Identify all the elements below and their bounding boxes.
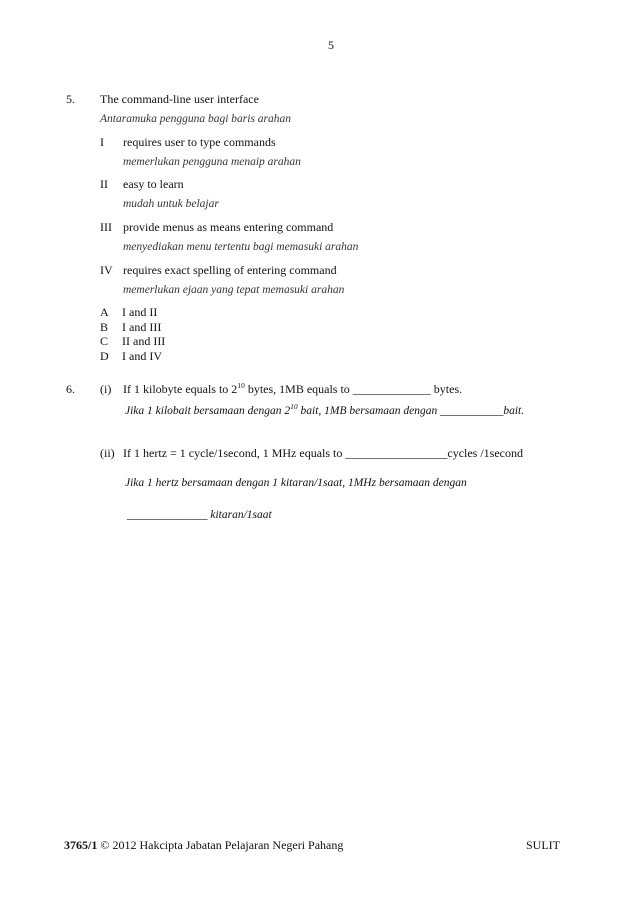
part-ii-question-malay: Jika 1 hertz bersamaan dengan 1 kitaran/1saat, 1MHz bersamaan dengan	[125, 477, 467, 489]
statement-text-malay: memerlukan ejaan yang tepat memasuki arahan	[123, 284, 345, 296]
page-number: 5	[328, 38, 334, 52]
part-ii-question: If 1 hertz = 1 cycle/1second, 1 MHz equals to _________________cycles /1second	[123, 446, 524, 460]
question-5-stem: The command-line user interface	[100, 92, 259, 106]
part-i-text-b: bytes, 1MB equals to _____________ bytes.	[244, 382, 463, 396]
copyright-text: © 2012 Hakcipta Jabatan Pelajaran Negeri Pahang	[97, 838, 344, 852]
option-text: II and III	[122, 334, 166, 348]
option-letter: A	[100, 305, 109, 319]
part-i-malay-a: Jika 1 kilobait bersamaan dengan 2	[125, 405, 291, 417]
statement-roman: IV	[100, 263, 113, 277]
statement-text: requires exact spelling of entering command	[123, 263, 337, 277]
part-i-question	[123, 382, 462, 397]
part-ii-answer-line-malay: ______________ kitaran/1saat	[127, 509, 272, 521]
part-i-malay-exponent: 10	[290, 402, 298, 412]
statement-roman: III	[100, 220, 112, 234]
option-text: I and II	[122, 305, 158, 319]
part-i-malay-b: bait, 1MB bersamaan dengan ___________bait.	[297, 405, 525, 417]
statement-text: requires user to type commands	[123, 135, 276, 149]
paper-code: 3765/1	[64, 838, 98, 852]
option-text: I and III	[122, 320, 162, 334]
part-ii-label: (ii)	[100, 446, 115, 460]
option-letter: D	[100, 349, 109, 363]
statement-roman: I	[100, 135, 104, 149]
part-i-question-malay	[125, 402, 525, 417]
statement-text-malay: mudah untuk belajar	[123, 198, 219, 210]
statement-text-malay: menyediakan menu tertentu bagi memasuki arahan	[123, 241, 359, 253]
statement-text-malay: memerlukan pengguna menaip arahan	[123, 156, 301, 168]
part-i-exponent: 10	[237, 381, 245, 390]
statement-roman: II	[100, 177, 108, 191]
part-i-label: (i)	[100, 382, 112, 396]
part-i-text-a: If 1 kilobyte equals to 2	[123, 382, 238, 396]
statement-text: provide menus as means entering command	[123, 220, 334, 234]
question-6-number: 6.	[66, 382, 75, 396]
option-letter: B	[100, 320, 109, 334]
footer-status: SULIT	[526, 838, 560, 852]
statement-text: easy to learn	[123, 177, 184, 191]
option-text: I and IV	[122, 349, 162, 363]
option-letter: C	[100, 334, 109, 348]
footer-copyright	[64, 838, 343, 853]
question-5-stem-malay: Antaramuka pengguna bagi baris arahan	[100, 113, 292, 125]
question-5-number: 5.	[66, 92, 75, 106]
